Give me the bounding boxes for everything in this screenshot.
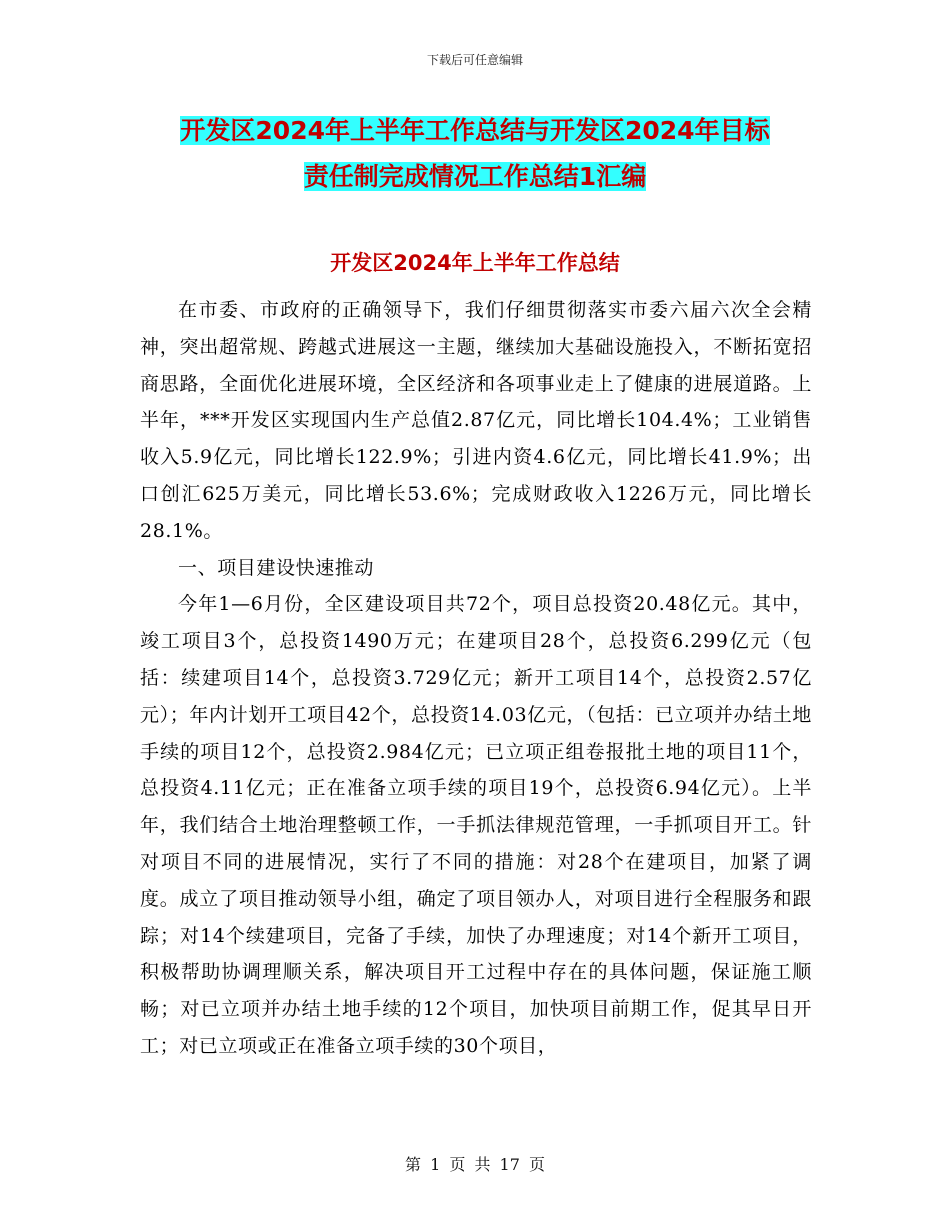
section-heading: 开发区2024年上半年工作总结 — [330, 251, 620, 275]
document-title — [0, 108, 950, 200]
document-title-line-2: 责任制完成情况工作总结1汇编 — [303, 162, 647, 191]
document-body — [140, 292, 812, 1065]
page-number: 第 1 页 共 17 页 — [405, 1155, 545, 1174]
paragraph-projects: 今年1—6月份，全区建设项目共72个，项目总投资20.48亿元。其中，竣工项目3个，总投资1490万元；在建项目28个，总投资6.299亿元（包括：续建项目14个，总投资3.729亿元；新开工项目14个，总投资2.57亿元）；年内计划开工项目42个，总投资14.03亿元，（包括：已立项并办结土地手续的项目12个，总投资2.984亿元；已立项正组卷报批土地的项目11个，总投资4.11亿元；正在准备立项手续的项目19个，总投资6.94亿元）。上半年，我们结合土地治理整顿工作，一手抓法律规范管理，一手抓项目开工。针对项目不同的进展情况，实行了不同的措施：对28个在建项目，加紧了调度。成立了项目推动领导小组，确定了项目领办人，对项目进行全程服务和跟踪；对14个续建项目，完备了手续，加快了办理速度；对14个新开工项目，积极帮助协调理顺关系，解决项目开工过程中存在的具体问题，保证施工顺畅；对已立项并办结土地手续的12个项目，加快项目前期工作，促其早日开工；对已立项或正在准备立项手续的30个项目， — [140, 593, 812, 1057]
document-title-line-1: 开发区2024年上半年工作总结与开发区2024年目标 — [180, 116, 770, 145]
page-header: 下载后可任意编辑 — [426, 53, 523, 67]
paragraph-subheading: 一、项目建设快速推动 — [178, 556, 375, 579]
paragraph-intro: 在市委、市政府的正确领导下，我们仔细贯彻落实市委六届六次全会精神，突出超常规、跨越式进展这一主题，继续加大基础设施投入，不断拓宽招商思路，全面优化进展环境，全区经济和各项事业走上了健康的进展道路。上半年，***开发区实现国内生产总值2.87亿元，同比增长104.4%；工业销售收入5.9亿元，同比增长122.9%；引进内资4.6亿元，同比增长41.9%；出口创汇625万美元，同比增长53.6%；完成财政收入1226万元，同比增长28.1%。 — [140, 299, 812, 542]
